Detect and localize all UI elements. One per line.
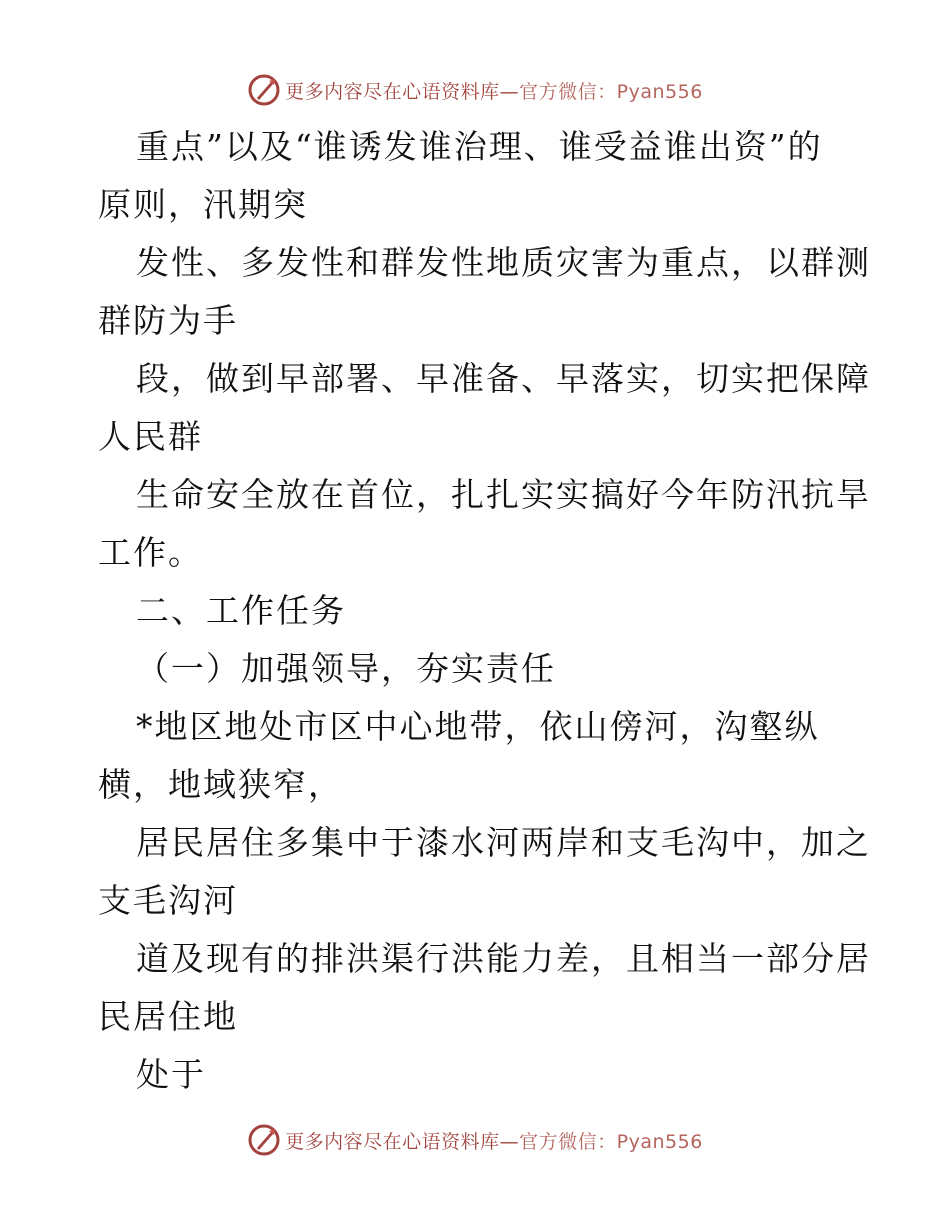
footer-banner-text: 更多内容尽在心语资料库—官方微信：Pyan556 — [285, 1130, 703, 1153]
body-line: 发性、多发性和群发性地质灾害为重点，以群测 — [136, 243, 871, 282]
body-line: *地区地处市区中心地带，依山傍河，沟壑纵 — [136, 707, 820, 746]
document-body — [98, 118, 871, 1104]
body-line: 重点”以及“谁诱发谁治理、谁受益谁出资”的 — [136, 127, 823, 166]
body-line: 居民居住多集中于漆水河两岸和支毛沟中，加之 — [136, 823, 871, 862]
quill-logo-icon — [247, 73, 281, 107]
body-line: 人民群 — [98, 417, 203, 456]
quill-logo-icon — [247, 1123, 281, 1157]
section-heading: 二、工作任务 — [136, 591, 346, 630]
header-banner-text: 更多内容尽在心语资料库—官方微信：Pyan556 — [285, 80, 703, 103]
body-line: 段，做到早部署、早准备、早落实，切实把保障 — [136, 359, 871, 398]
body-line: 群防为手 — [98, 301, 238, 340]
body-line: 道及现有的排洪渠行洪能力差，且相当一部分居 — [136, 939, 871, 978]
body-line: 横，地域狭窄， — [98, 765, 343, 804]
header-banner — [0, 70, 950, 110]
subsection-heading: （一）加强领导，夯实责任 — [136, 649, 556, 688]
body-line: 支毛沟河 — [98, 881, 238, 920]
footer-banner — [0, 1120, 950, 1160]
body-line: 民居住地 — [98, 997, 238, 1036]
body-line: 处于 — [136, 1055, 206, 1094]
body-line: 工作。 — [98, 533, 203, 572]
body-line: 原则，汛期突 — [98, 185, 308, 224]
body-line: 生命安全放在首位，扎扎实实搞好今年防汛抗旱 — [136, 475, 871, 514]
